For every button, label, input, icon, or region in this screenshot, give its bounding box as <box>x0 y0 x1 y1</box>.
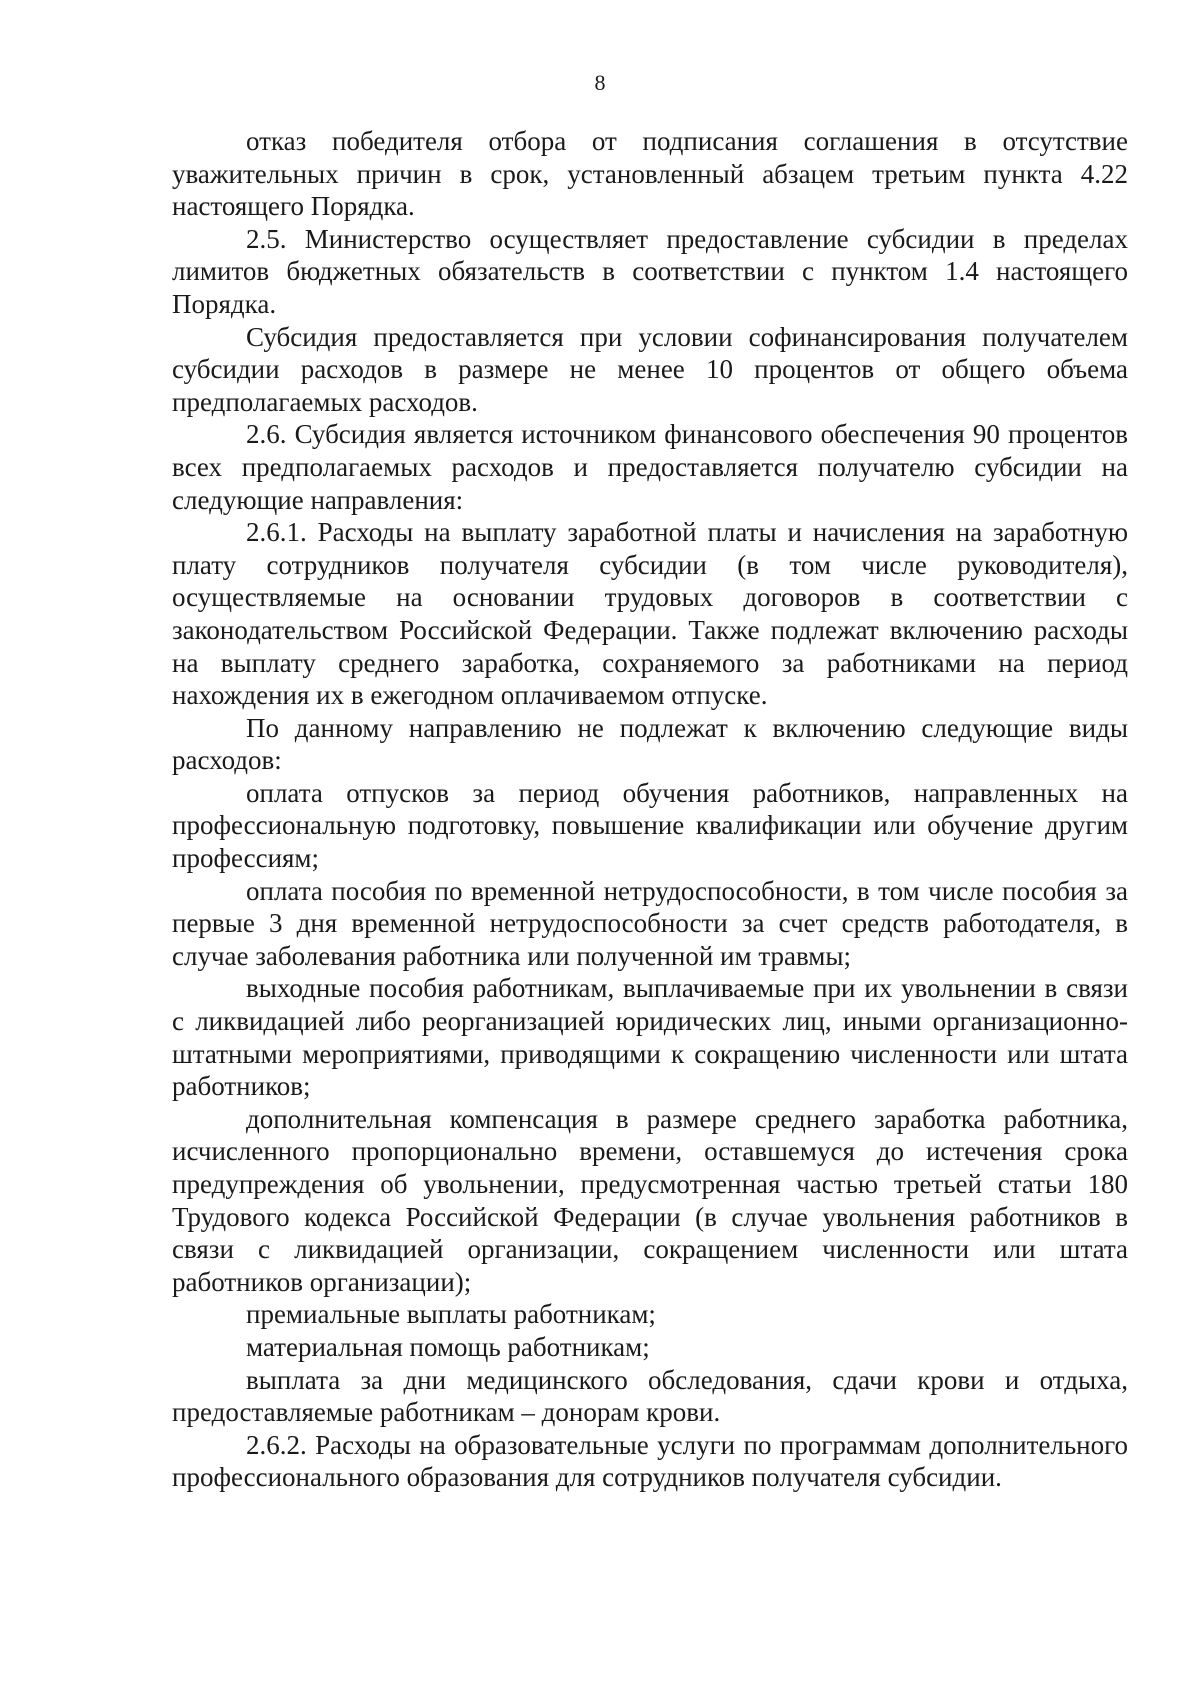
page-number: 8 <box>594 70 606 95</box>
paragraph: оплата пособия по временной нетрудоспособности, в том числе пособия за первые 3 дня временной нетрудоспособности за счет средств работодателя, в случае заболевания работника или полученной им травмы; <box>172 875 1128 971</box>
paragraph: отказ победителя отбора от подписания соглашения в отсутствие уважительных причин в срок, установленный абзацем третьим пункта 4.22 настоящего Порядка. <box>172 126 1128 222</box>
paragraph: оплата отпусков за период обучения работников, направленных на профессиональную подготовку, повышение квалификации или обучение другим профессиям; <box>172 777 1128 874</box>
paragraph: 2.6.2. Расходы на образовательные услуги по программам дополнительного профессионального образования для сотрудников получателя субсидии. <box>172 1429 1128 1493</box>
paragraph: По данному направлению не подлежат к включению следующие виды расходов: <box>172 712 1128 776</box>
paragraph: выходные пособия работникам, выплачиваемые при их увольнении в связи с ликвидацией либо реорганизацией юридических лиц, иными организационно-штатными мероприятиями, приводящими к сокращению численности или штата работников; <box>172 973 1128 1102</box>
paragraph: 2.6. Субсидия является источником финансового обеспечения 90 процентов всех предполагаемых расходов и предоставляется получателю субсидии на следующие направления: <box>172 419 1128 515</box>
document-body <box>172 125 1128 1494</box>
paragraph: 2.5. Министерство осуществляет предоставление субсидии в пределах лимитов бюджетных обязательств в соответствии с пунктом 1.4 настоящего Порядка. <box>172 223 1128 319</box>
paragraph: Субсидия предоставляется при условии софинансирования получателем субсидии расходов в размере не менее 10 процентов от общего объема предполагаемых расходов. <box>172 321 1128 417</box>
paragraph: премиальные выплаты работникам; <box>246 1299 656 1330</box>
paragraph: 2.6.1. Расходы на выплату заработной платы и начисления на заработную плату сотрудников получателя субсидии (в том числе руководителя), осуществляемые на основании трудовых договоров в соответствии с законодательством Российской Федерации. Также подлежат включению расходы на выплату среднего заработка, сохраняемого за работниками на период нахождения их в ежегодном оплачиваемом отпуске. <box>172 517 1128 711</box>
paragraph: дополнительная компенсация в размере среднего заработка работника, исчисленного пропорционально времени, оставшемуся до истечения срока предупреждения об увольнении, предусмотренная частью третьей статьи 180 Трудового кодекса Российской Федерации (в случае увольнения работников в связи с ликвидацией организации, сокращением численности или штата работников организации); <box>172 1103 1128 1297</box>
paragraph: материальная помощь работникам; <box>246 1331 650 1362</box>
paragraph: выплата за дни медицинского обследования, сдачи крови и отдыха, предоставляемые работникам – донорам крови. <box>172 1364 1128 1428</box>
